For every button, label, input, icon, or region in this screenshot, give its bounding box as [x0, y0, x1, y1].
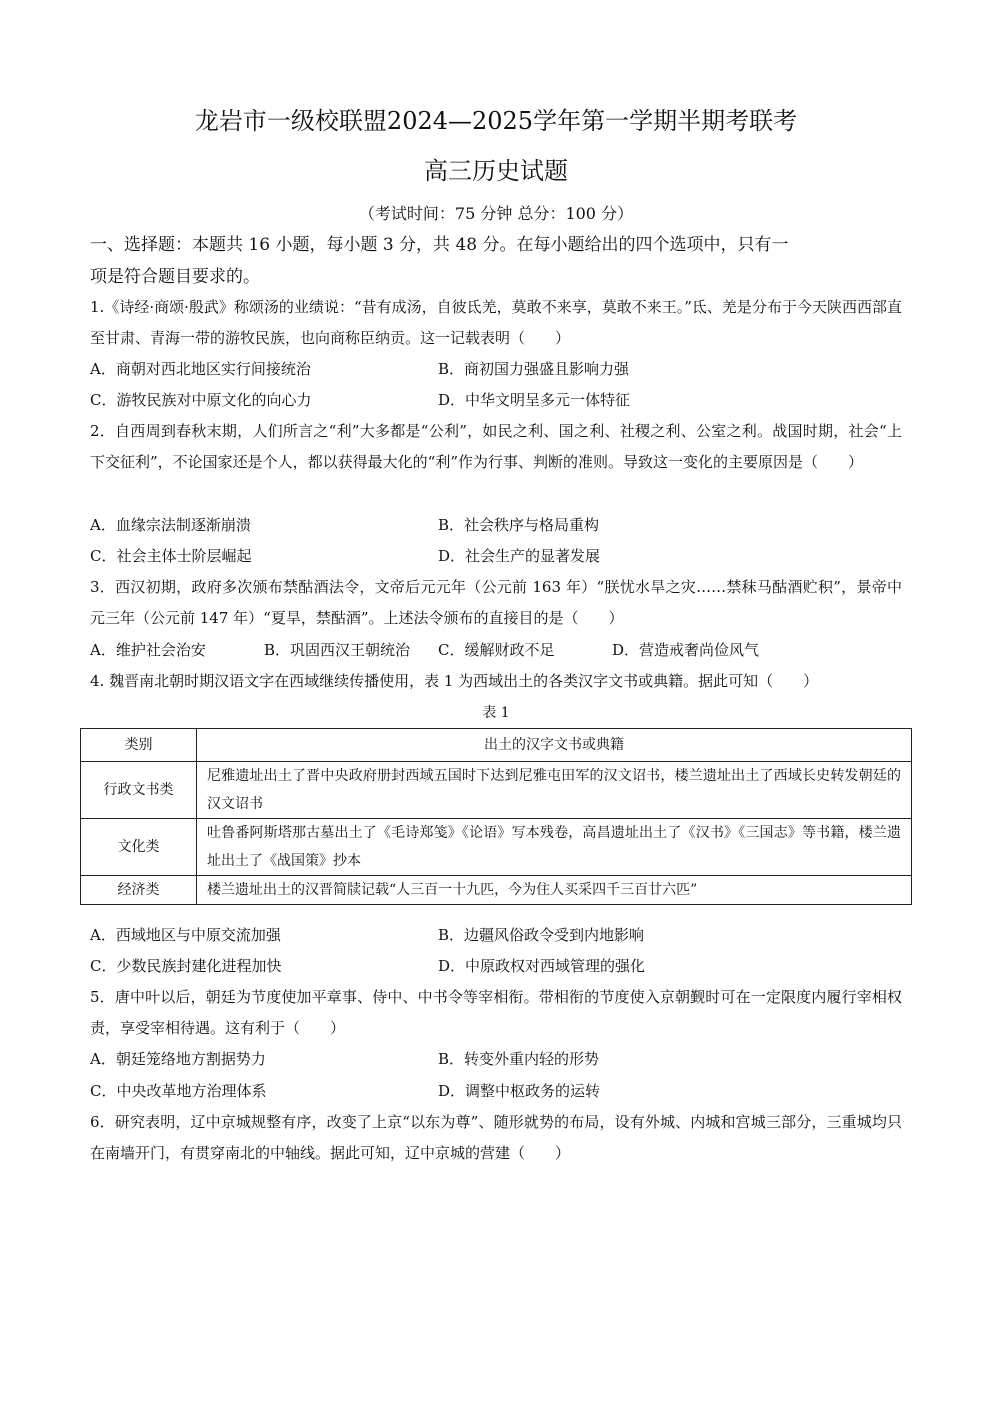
table-cell-content: 吐鲁番阿斯塔那古墓出土了《毛诗郑笺》《论语》写本残卷，高昌遗址出土了《汉书》《三国志》等书籍，楼兰遗址出土了《战国策》抄本 — [197, 819, 912, 876]
question-2-option-c: C．社会主体士阶层崛起 — [90, 547, 252, 565]
question-4-option-b: B．边疆风俗政令受到内地影响 — [438, 926, 645, 944]
question-5-option-d: D．调整中枢政务的运转 — [438, 1082, 601, 1100]
table-header-content: 出土的汉字文书或典籍 — [197, 729, 912, 762]
exam-subtitle: 高三历史试题 — [424, 157, 568, 185]
table-row — [81, 762, 912, 819]
question-1-stem: 1.《诗经·商颂·殷武》称颂汤的业绩说：“昔有成汤，自彼氐羌，莫敢不来享，莫敢不来王。”氐、羌是分布于今天陕西西部直至甘肃、青海一带的游牧民族，也向商称臣纳贡。这一记载表明（ ） — [90, 298, 902, 347]
table-cell-content: 楼兰遗址出土的汉晋简牍记载“人三百一十九匹，今为住人买采四千三百廿六匹” — [197, 876, 912, 905]
question-4-options-row2 — [90, 951, 902, 982]
question-5-option-c: C．中央改革地方治理体系 — [90, 1082, 267, 1100]
question-3-option-d: D．营造戒奢尚俭风气 — [612, 641, 760, 659]
question-4-option-a: A．西域地区与中原交流加强 — [90, 926, 281, 944]
question-2-options-row2 — [90, 541, 902, 572]
table-row — [81, 876, 912, 905]
question-2-option-a: A．血缘宗法制逐渐崩溃 — [90, 516, 251, 534]
question-4-stem: 4. 魏晋南北朝时期汉语文字在西域继续传播使用，表 1 为西域出土的各类汉字文书或典籍。据此可知（ ） — [90, 672, 819, 690]
question-3-options-row — [90, 635, 902, 666]
question-6-stem: 6．研究表明，辽中京城规整有序，改变了上京“以东为尊”、随形就势的布局，设有外城、内城和宫城三部分，三重城均只在南墙开门，有贯穿南北的中轴线。据此可知，辽中京城的营建（ ） — [90, 1113, 902, 1162]
question-3-option-b: B．巩固西汉王朝统治 — [264, 641, 411, 659]
table-cell-category: 经济类 — [81, 876, 197, 905]
question-5-stem: 5．唐中叶以后，朝廷为节度使加平章事、侍中、中书令等宰相衔。带相衔的节度使入京朝觐时可在一定限度内履行宰相权责，享受宰相待遇。这有利于（ ） — [90, 988, 902, 1037]
question-4-option-d: D．中原政权对西域管理的强化 — [438, 957, 646, 975]
question-1-option-a: A．商朝对西北地区实行间接统治 — [90, 360, 311, 378]
table-cell-category: 文化类 — [81, 819, 197, 876]
table-header-row — [81, 729, 912, 762]
question-3-option-a: A．维护社会治安 — [90, 641, 206, 659]
table-header-category: 类别 — [81, 729, 197, 762]
question-1-option-c: C．游牧民族对中原文化的向心力 — [90, 391, 312, 409]
question-4-options-row1 — [90, 920, 902, 951]
question-3-stem: 3．西汉初期，政府多次颁布禁酤酒法令，文帝后元元年（公元前 163 年）“朕忧水旱之灾……禁秣马酤酒贮积”，景帝中元三年（公元前 147 年）“夏旱，禁酤酒”。上述法令颁布的直接目的是（ ） — [90, 578, 902, 627]
table-1-caption: 表 1 — [482, 705, 510, 721]
table-1 — [80, 728, 912, 905]
question-1-option-d: D．中华文明呈多元一体特征 — [438, 391, 631, 409]
question-3-option-c: C．缓解财政不足 — [438, 641, 555, 659]
question-5-options-row2 — [90, 1076, 902, 1107]
question-1-options-row1 — [90, 354, 902, 385]
section-instruction-line1: 一、选择题：本题共 16 小题，每小题 3 分，共 48 分。在每小题给出的四个选项中，只有一 — [90, 235, 789, 255]
question-5-options-row1 — [90, 1044, 902, 1075]
exam-info: （考试时间：75 分钟 总分：100 分） — [358, 204, 634, 223]
table-cell-category: 行政文书类 — [81, 762, 197, 819]
table-row — [81, 819, 912, 876]
question-5-option-a: A．朝廷笼络地方割据势力 — [90, 1050, 266, 1068]
exam-title: 龙岩市一级校联盟2024—2025学年第一学期半期考联考 — [194, 107, 798, 135]
question-1-option-b: B．商初国力强盛且影响力强 — [438, 360, 630, 378]
question-4-option-c: C．少数民族封建化进程加快 — [90, 957, 282, 975]
table-cell-content: 尼雅遗址出土了晋中央政府册封西域五国时下达到尼雅屯田军的汉文诏书，楼兰遗址出土了西域长史转发朝廷的汉文诏书 — [197, 762, 912, 819]
question-2-option-d: D．社会生产的显著发展 — [438, 547, 601, 565]
question-2-option-b: B．社会秩序与格局重构 — [438, 516, 600, 534]
section-instruction-line2: 项是符合题目要求的。 — [90, 267, 260, 287]
question-5-option-b: B．转变外重内轻的形势 — [438, 1050, 600, 1068]
question-2-stem: 2．自西周到春秋末期，人们所言之“利”大多都是“公利”，如民之利、国之利、社稷之利、公室之利。战国时期，社会“上下交征利”，不论国家还是个人，都以获得最大化的“利”作为行事、判断的准则。导致这一变化的主要原因是（ ） — [90, 422, 902, 471]
question-2-options-row1 — [90, 510, 902, 541]
question-1-options-row2 — [90, 385, 902, 416]
